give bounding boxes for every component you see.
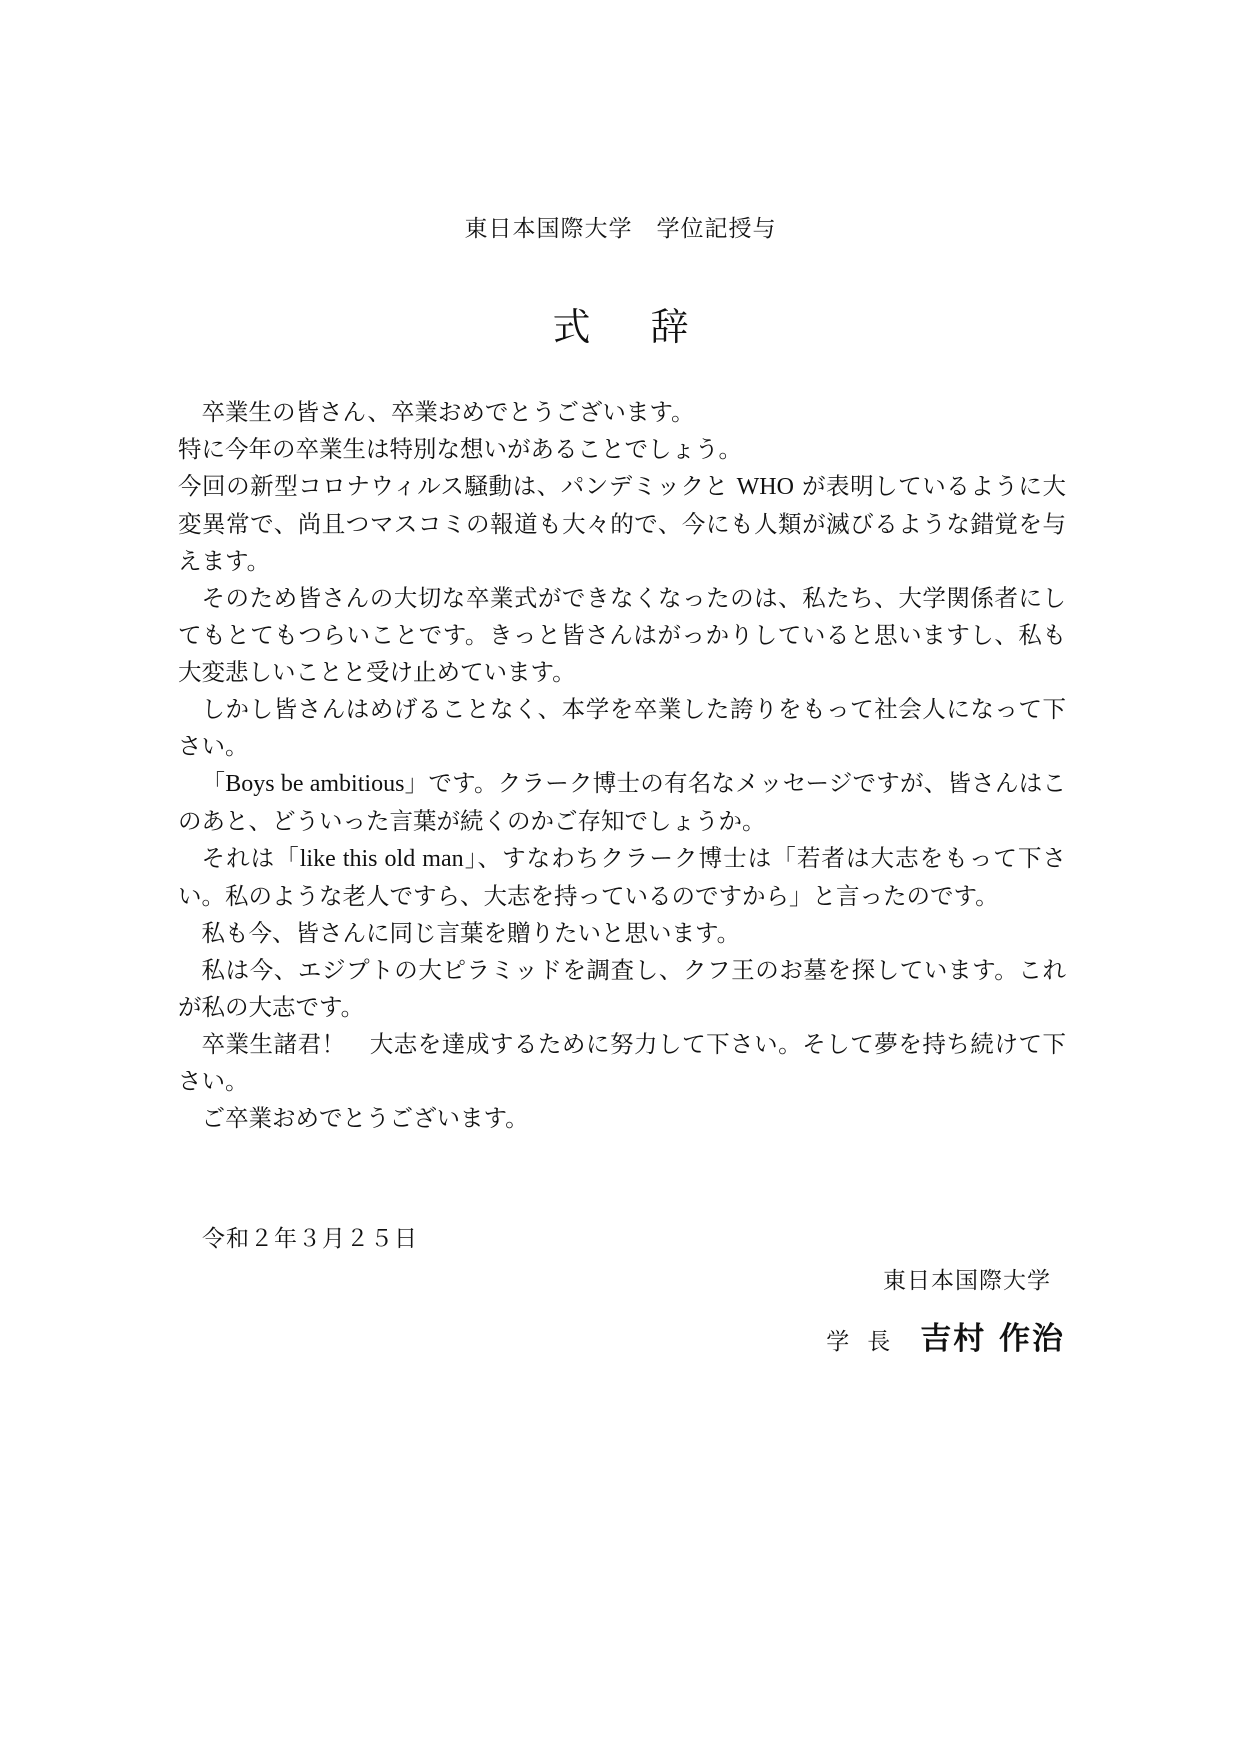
signature-university: 東日本国際大学 [883, 1268, 1051, 1294]
signature-block [826, 1262, 1065, 1358]
speech-body [178, 394, 1066, 1137]
paragraph-congratulations: 卒業生の皆さん、卒業おめでとうございます。 [201, 398, 695, 426]
boys-be-ambitious-quote: Boys be ambitious [225, 771, 405, 797]
quote-open: 「 [201, 769, 226, 797]
paragraph-pride: しかし皆さんはめげることなく、本学を卒業した誇りをもって社会人になって下さい。 [178, 695, 1066, 760]
paragraph-like-this-old-man [178, 840, 1066, 915]
paragraph-like-this-old-man-part1: それは「 [201, 844, 300, 872]
paragraph-boys-be-ambitious-rest: 」です。クラーク博士の有名なメッセージですが、皆さんはこのあと、どういった言葉が続くのかご存知でしょうか。 [178, 769, 1066, 835]
speech-date: 令和２年３月２５日 [202, 1226, 418, 1252]
paragraph-coronavirus [178, 468, 1066, 580]
paragraph-graduates-ambition: 卒業生諸君！ 大志を達成するために努力して下さい。そして夢を持ち続けて下さい。 [178, 1030, 1066, 1095]
paragraph-same-words: 私も今、皆さんに同じ言葉を贈りたいと思います。 [201, 919, 741, 947]
like-this-old-man-quote: like this old man [299, 846, 464, 872]
paragraph-special-feelings: 特に今年の卒業生は特別な想いがあることでしょう。 [178, 435, 742, 463]
paragraph-like-this-old-man-part2: 」、すなわちクラーク博士は「若者は大志をもって下さい。私のような老人ですら、大志を持っているのですから」と言ったのです。 [178, 844, 1067, 910]
who-text: WHO [736, 474, 794, 500]
paragraph-boys-be-ambitious [178, 765, 1066, 840]
speech-title: 式辞 [552, 305, 749, 349]
paragraph-coronavirus-part1: 今回の新型コロナウィルス騒動は、パンデミックと [178, 472, 737, 500]
signature-line [826, 1313, 1065, 1358]
paragraph-coronavirus-part2: が表明しているように大変異常で、尚且つマスコミの報道も大々的で、今にも人類が滅びるような錯覚を与えます。 [178, 472, 1066, 575]
event-title: 東日本国際大学 学位記授与 [464, 216, 777, 242]
signature-role: 学長 [826, 1329, 909, 1355]
paragraph-pyramid: 私は今、エジプトの大ピラミッドを調査し、クフ王のお墓を探しています。これが私の大志です。 [178, 956, 1066, 1021]
paragraph-closing: ご卒業おめでとうございます。 [201, 1104, 529, 1132]
paragraph-ceremony-cancelled: そのため皆さんの大切な卒業式ができなくなったのは、私たち、大学関係者にしてもとてもつらいことです。きっと皆さんはがっかりしていると思いますし、私も大変悲しいことと受け止めています。 [178, 584, 1066, 686]
signature-name: 吉村 作治 [920, 1321, 1065, 1357]
